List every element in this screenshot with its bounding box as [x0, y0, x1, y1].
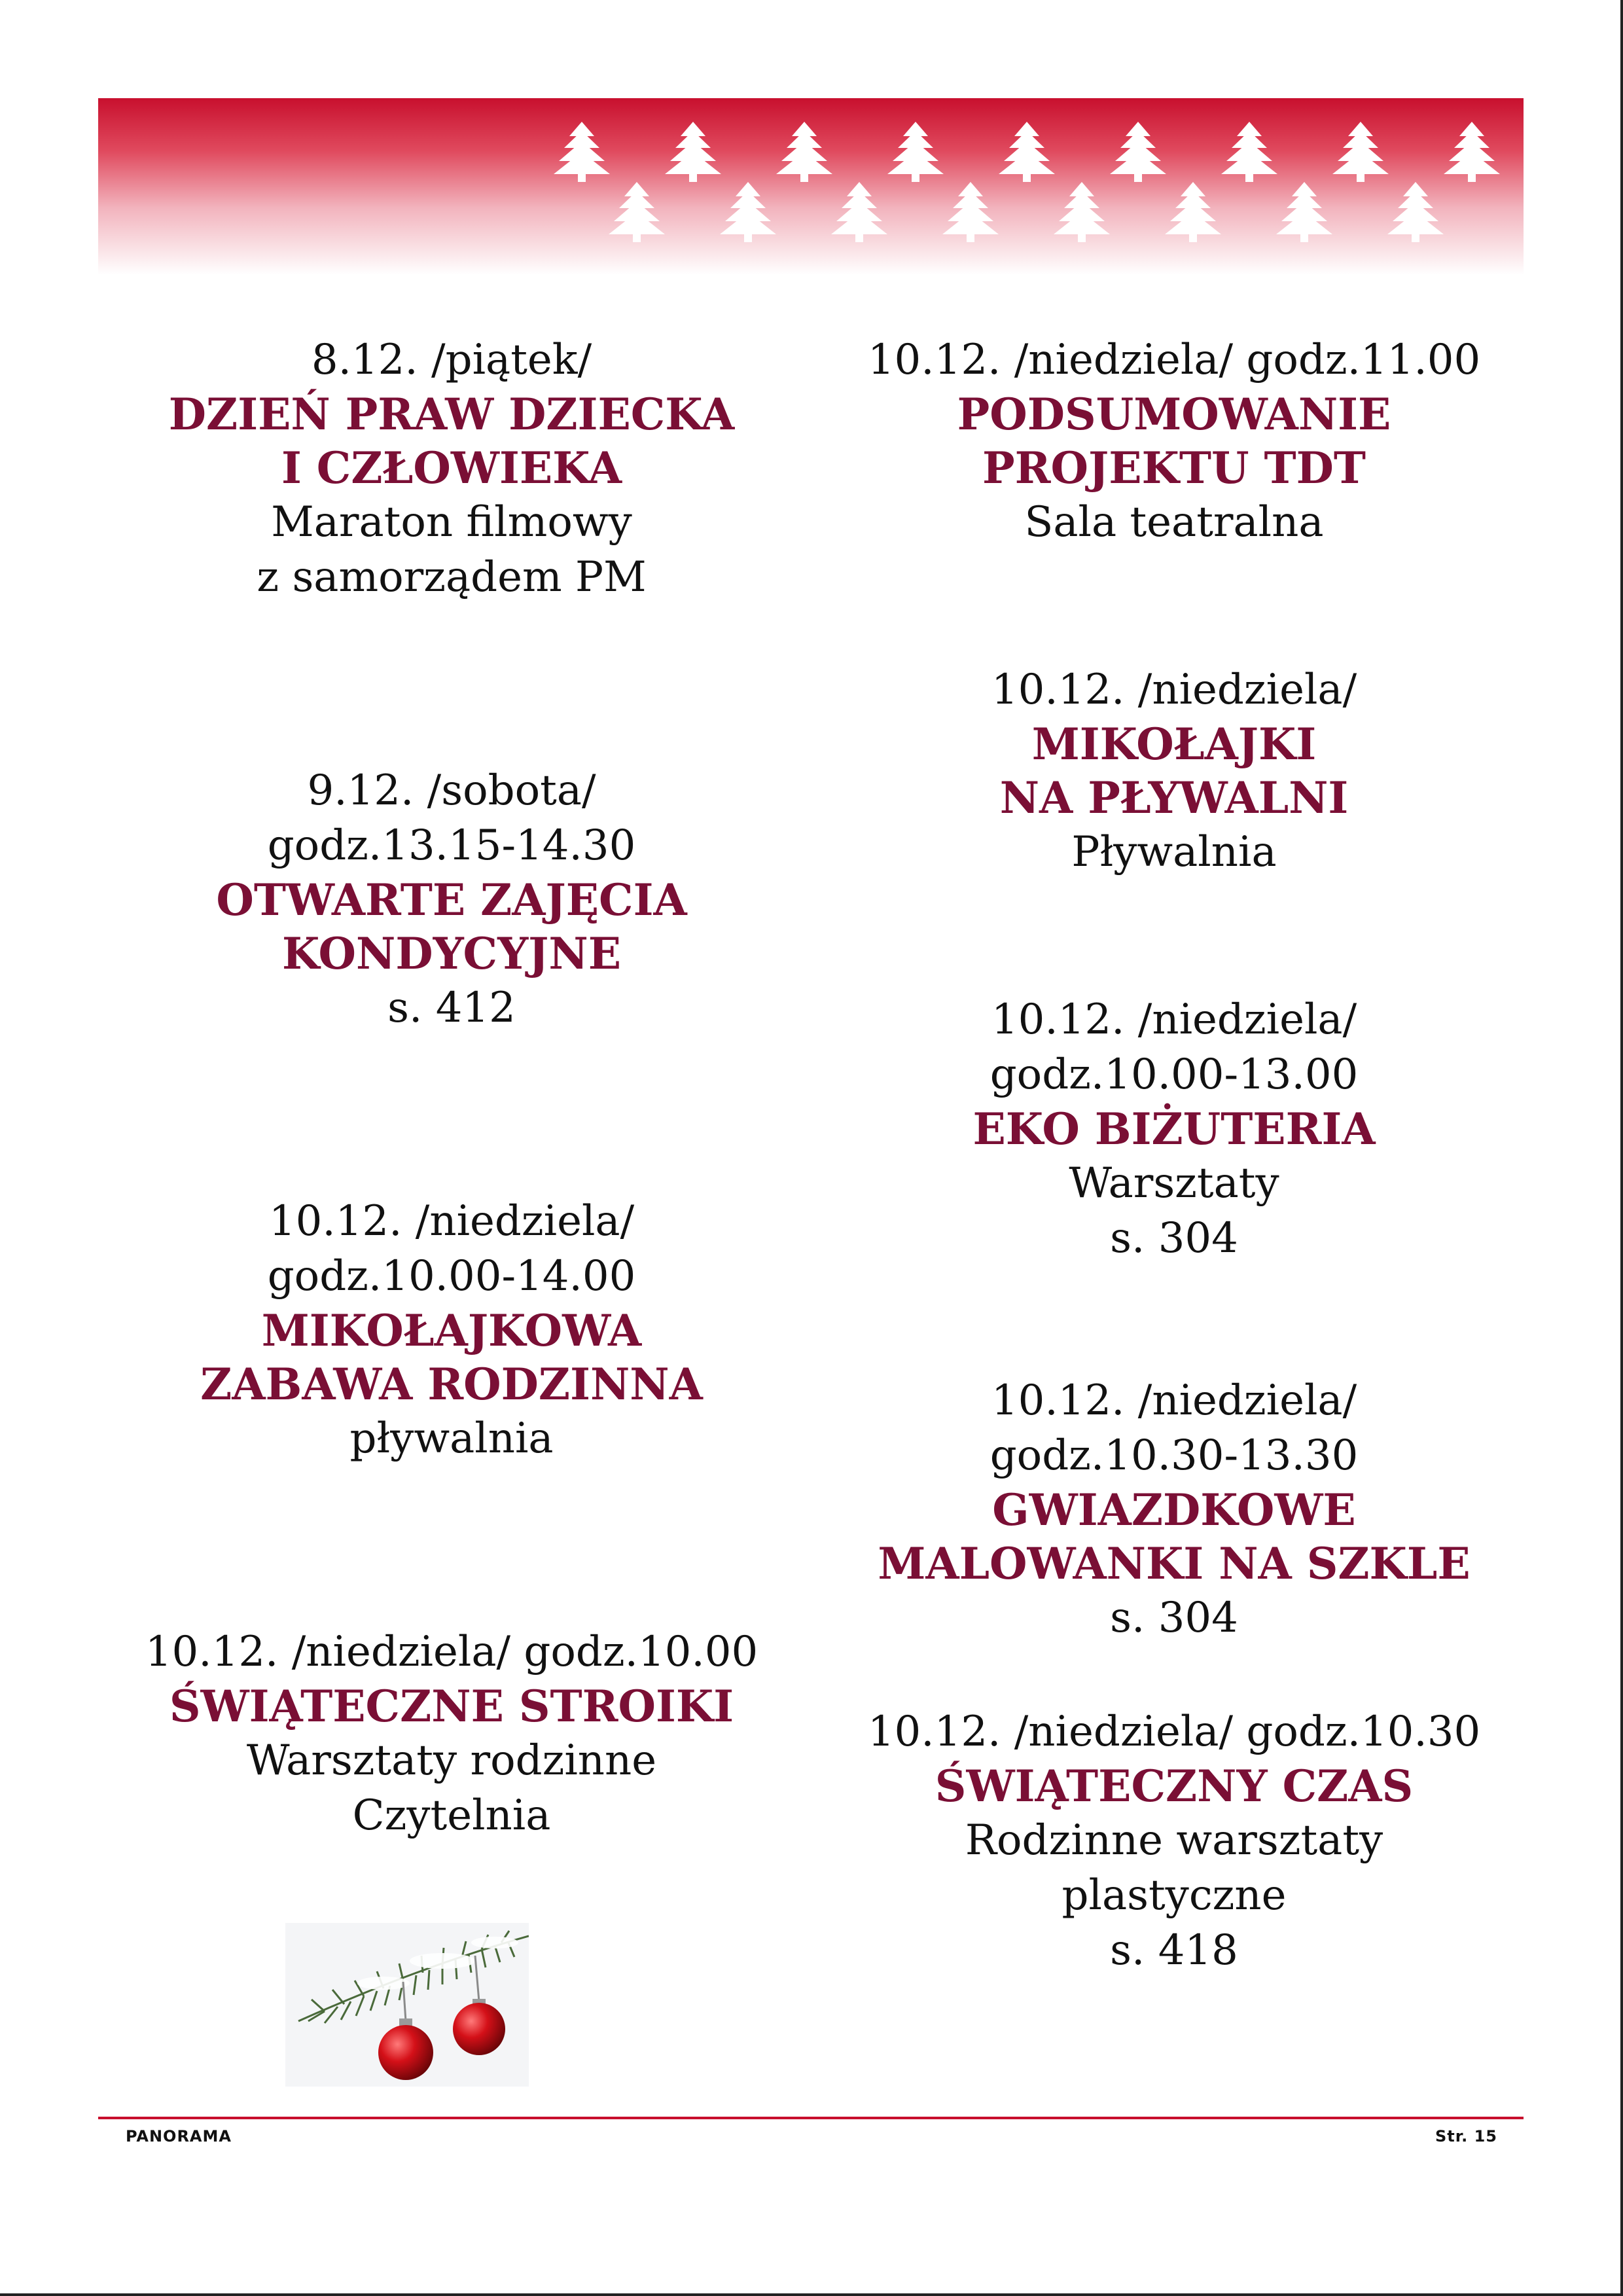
event-detail: Rodzinne warsztaty — [965, 1816, 1383, 1865]
event-location: Sala teatralna — [1024, 498, 1324, 547]
event-detail: plastyczne — [1061, 1871, 1287, 1920]
footer-page-number: Str. 15 — [1435, 2127, 1497, 2145]
event-location: pływalnia — [349, 1414, 554, 1463]
footer-rule — [98, 2117, 1524, 2119]
event-right-3 — [834, 992, 1514, 1266]
event-date: 8.12. /piątek/ — [311, 336, 592, 384]
event-date: 9.12. /sobota/ — [307, 766, 596, 815]
event-date: 10.12. /niedziela/ — [991, 666, 1357, 714]
event-time: godz.10.00-14.00 — [267, 1252, 636, 1300]
event-title: PODSUMOWANIE PROJEKTU TDT — [957, 389, 1391, 493]
event-left-2 — [111, 763, 792, 1035]
event-detail: Warsztaty — [1069, 1159, 1279, 1208]
event-detail: z samorządem PM — [257, 553, 647, 601]
event-date: 10.12. /niedziela/ godz.11.00 — [867, 336, 1481, 384]
event-detail: Warsztaty rodzinne — [246, 1736, 657, 1785]
event-room: s. 304 — [1110, 1594, 1238, 1642]
event-left-1 — [111, 332, 792, 605]
event-right-1 — [834, 332, 1514, 550]
event-title: GWIAZDKOWE MALOWANKI NA SZKLE — [878, 1484, 1471, 1589]
event-room: s. 304 — [1110, 1214, 1238, 1263]
event-date: 10.12. /niedziela/ — [991, 996, 1357, 1044]
event-location: Pływalnia — [1071, 828, 1277, 876]
event-date: 10.12. /niedziela/ godz.10.00 — [145, 1628, 758, 1676]
event-title: EKO BIŻUTERIA — [972, 1103, 1376, 1155]
event-room: s. 412 — [387, 984, 516, 1032]
footer-publication-name: PANORAMA — [126, 2127, 232, 2145]
event-title: ŚWIĄTECZNY CZAS — [935, 1761, 1414, 1812]
event-time: godz.10.00-13.00 — [990, 1050, 1359, 1099]
event-title: DZIEŃ PRAW DZIECKA I CZŁOWIEKA — [168, 389, 735, 493]
event-time: godz.10.30-13.30 — [990, 1431, 1359, 1480]
event-date: 10.12. /niedziela/ — [991, 1376, 1357, 1425]
christmas-ornament-icon — [285, 1923, 529, 2087]
event-title: OTWARTE ZAJĘCIA KONDYCYJNE — [216, 874, 687, 979]
event-left-4 — [111, 1624, 792, 1843]
event-time: godz.13.15-14.30 — [267, 821, 636, 870]
event-date: 10.12. /niedziela/ godz.10.30 — [867, 1708, 1481, 1756]
event-left-3 — [111, 1194, 792, 1466]
event-right-4 — [834, 1373, 1514, 1645]
event-title: MIKOŁAJKOWA ZABAWA RODZINNA — [200, 1305, 703, 1410]
event-room: s. 418 — [1110, 1926, 1238, 1975]
event-right-2 — [834, 662, 1514, 880]
event-date: 10.12. /niedziela/ — [268, 1197, 635, 1246]
right-column — [834, 0, 1514, 2296]
event-title: MIKOŁAJKI NA PŁYWALNI — [999, 719, 1349, 823]
event-right-5 — [834, 1704, 1514, 1978]
event-title: ŚWIĄTECZNE STROIKI — [169, 1681, 734, 1732]
event-location: Czytelnia — [352, 1791, 551, 1840]
event-detail: Maraton filmowy — [271, 498, 632, 547]
